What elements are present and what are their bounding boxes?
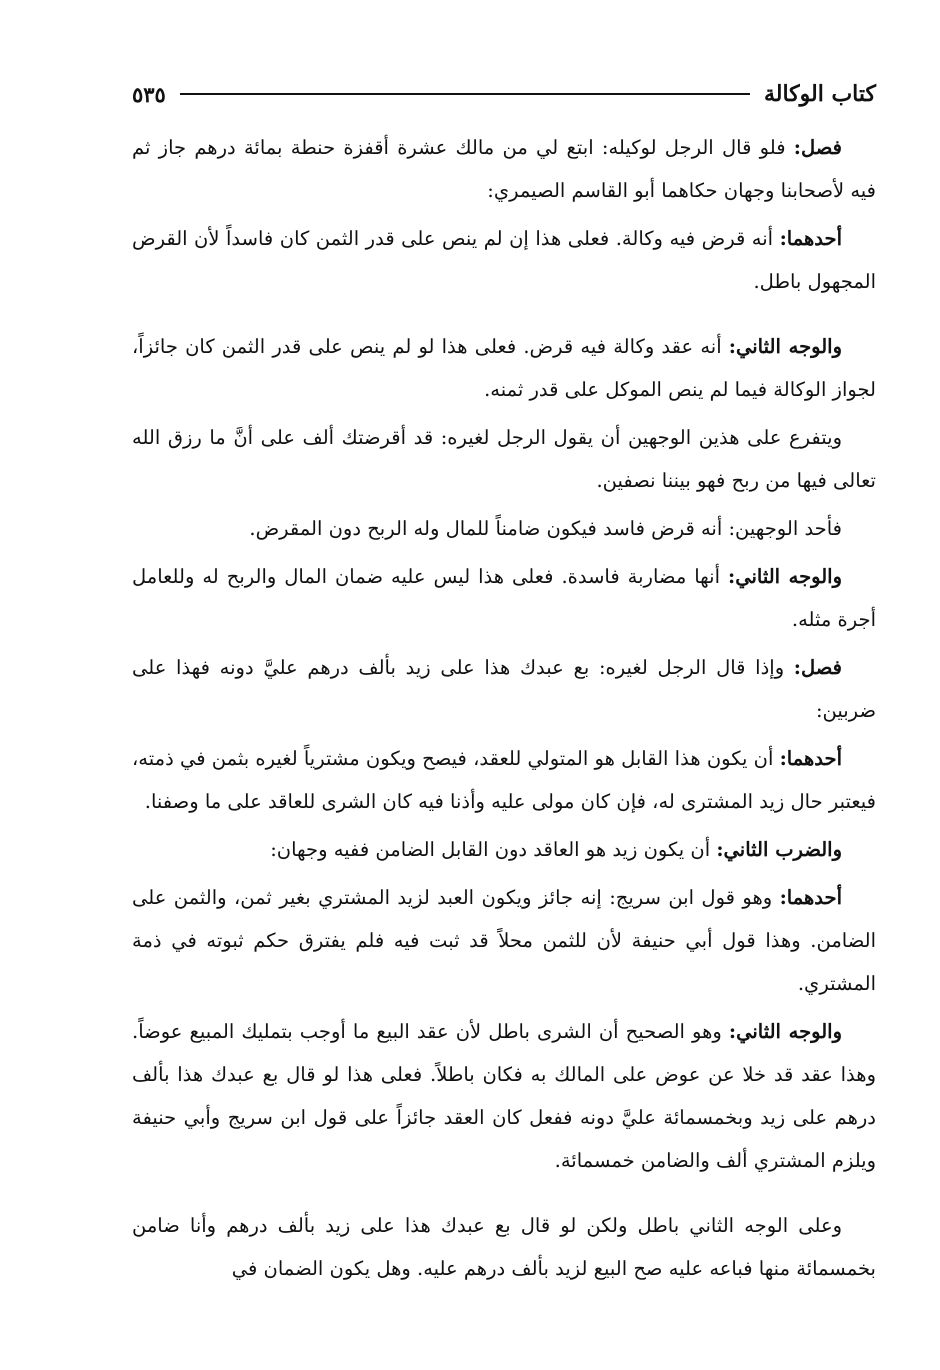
paragraph (132, 325, 876, 411)
page-body (132, 126, 876, 1295)
paragraph (132, 876, 876, 1005)
paragraph (132, 555, 876, 641)
paragraph (132, 507, 876, 550)
paragraph-text: وهو قول ابن سريج: إنه جائز ويكون العبد لزيد المشتري بغير ثمن، والثمن على الضامن. وهذا قول أبي حنيفة لأن للثمن محلاً قد ثبت فيه فلم يفترق حكم ثبوته في ذمة المشتري. (132, 886, 876, 995)
paragraph (132, 416, 876, 502)
paragraph-text: وهو الصحيح أن الشرى باطل لأن عقد البيع ما أوجب بتمليك المبيع عوضاً. وهذا عقد قد خلا عن عوض على المالك به فكان باطلاً. فعلى هذا لو قال بع عبدك هذا بألف درهم على زيد وبخمسمائة عليَّ دونه ففعل كان العقد جائزاً على قول ابن سريج وأبي حنيفة ويلزم المشتري ألف والضامن خمسمائة. (132, 1020, 876, 1172)
paragraph-text: أنه قرض فيه وكالة. فعلى هذا إن لم ينص على قدر الثمن كان فاسداً لأن القرض المجهول باطل. (132, 227, 876, 293)
paragraph (132, 828, 876, 871)
paragraph-lead: أحدهما: (779, 227, 842, 250)
paragraph (132, 1204, 876, 1290)
header-rule (180, 93, 750, 95)
paragraph-text: ويتفرع على هذين الوجهين أن يقول الرجل لغيره: قد أقرضتك ألف على أنَّ ما رزق الله تعالى فيها من ربح فهو بيننا نصفين. (132, 426, 876, 492)
paragraph-text: أنه عقد وكالة فيه قرض. فعلى هذا لو لم ينص على قدر الثمن كان جائزاً، لجواز الوكالة فيما لم ينص الموكل على قدر ثمنه. (132, 335, 876, 401)
chapter-title: كتاب الوكالة (763, 81, 876, 107)
page-header (132, 78, 876, 110)
paragraph-lead: والوجه الثاني: (728, 1020, 842, 1043)
paragraph-text: أن يكون زيد هو العاقد دون القابل الضامن ففيه وجهان: (270, 838, 717, 861)
paragraph-lead: فصل: (793, 656, 842, 679)
paragraph-lead: فصل: (793, 136, 842, 159)
paragraph-lead: والوجه الثاني: (728, 335, 842, 358)
paragraph-text: وإذا قال الرجل لغيره: بع عبدك هذا على زيد بألف درهم عليَّ دونه فهذا على ضربين: (132, 656, 876, 722)
paragraph-text: فأحد الوجهين: أنه قرض فاسد فيكون ضامناً للمال وله الربح دون المقرض. (249, 517, 842, 540)
paragraph-lead: أحدهما: (779, 886, 842, 909)
paragraph-text: أنها مضاربة فاسدة. فعلى هذا ليس عليه ضمان المال والربح له وللعامل أجرة مثله. (132, 565, 876, 631)
paragraph-lead: أحدهما: (779, 747, 842, 770)
paragraph-text: وعلى الوجه الثاني باطل ولكن لو قال بع عبدك هذا على زيد بألف درهم وأنا ضامن بخمسمائة منها فباعه عليه صح البيع لزيد بألف درهم عليه. وهل يكون الضمان في (132, 1214, 876, 1280)
paragraph-lead: والضرب الثاني: (716, 838, 842, 861)
paragraph-lead: والوجه الثاني: (728, 565, 842, 588)
paragraph (132, 646, 876, 732)
paragraph-text: أن يكون هذا القابل هو المتولي للعقد، فيصح ويكون مشترياً لغيره بثمن في ذمته، فيعتبر حال زيد المشترى له، فإن كان مولى عليه وأذنا فيه كان الشرى للعاقد على ما وصفنا. (132, 747, 876, 813)
paragraph (132, 126, 876, 212)
paragraph (132, 737, 876, 823)
paragraph (132, 217, 876, 303)
paragraph-text: فلو قال الرجل لوكيله: ابتع لي من مالك عشرة أقفزة حنطة بمائة درهم جاز ثم فيه لأصحابنا وجهان حكاهما أبو القاسم الصيمري: (132, 136, 876, 202)
paragraph (132, 1010, 876, 1182)
page-number: ٥٣٥ (132, 81, 166, 107)
